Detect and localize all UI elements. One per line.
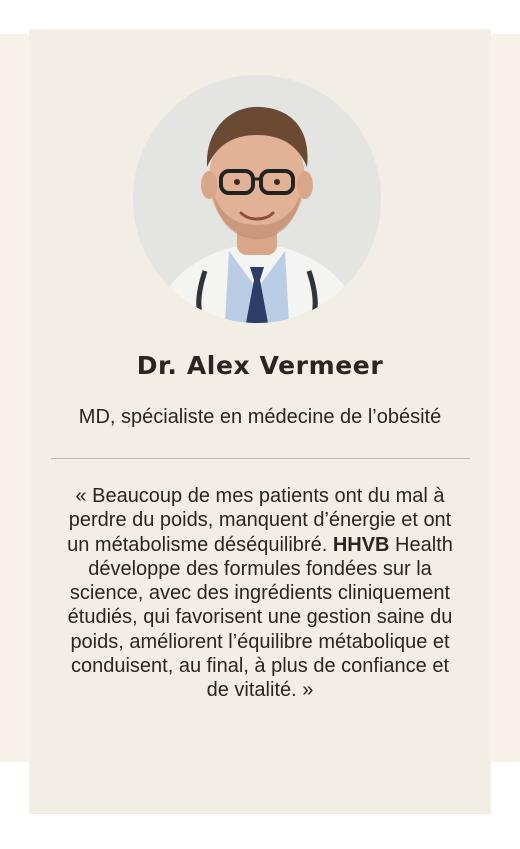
doctor-portrait-icon [133, 75, 381, 323]
quote-text-end: Health développe des formules fondées sur la science, avec des ingrédients cliniquement étudiés, qui favorisent une gestion saine du poids, améliorent l’équilibre métabolique et conduisent, au final, à plus de confiance et de vitalité. » [67, 533, 453, 702]
testimonial-quote [65, 484, 455, 703]
doctor-name: Dr. Alex Vermeer [136, 351, 384, 380]
divider [51, 458, 470, 459]
testimonial-card [29, 29, 491, 814]
quote-text-start: « Beaucoup de mes patients ont du mal à perdre du poids, manquent d’énergie et ont un métabolisme déséquilibré. [67, 485, 452, 556]
doctor-avatar [133, 75, 381, 323]
doctor-title: MD, spécialiste en médecine de l’obésité [78, 406, 442, 428]
brand-name: HHVB [332, 533, 390, 556]
